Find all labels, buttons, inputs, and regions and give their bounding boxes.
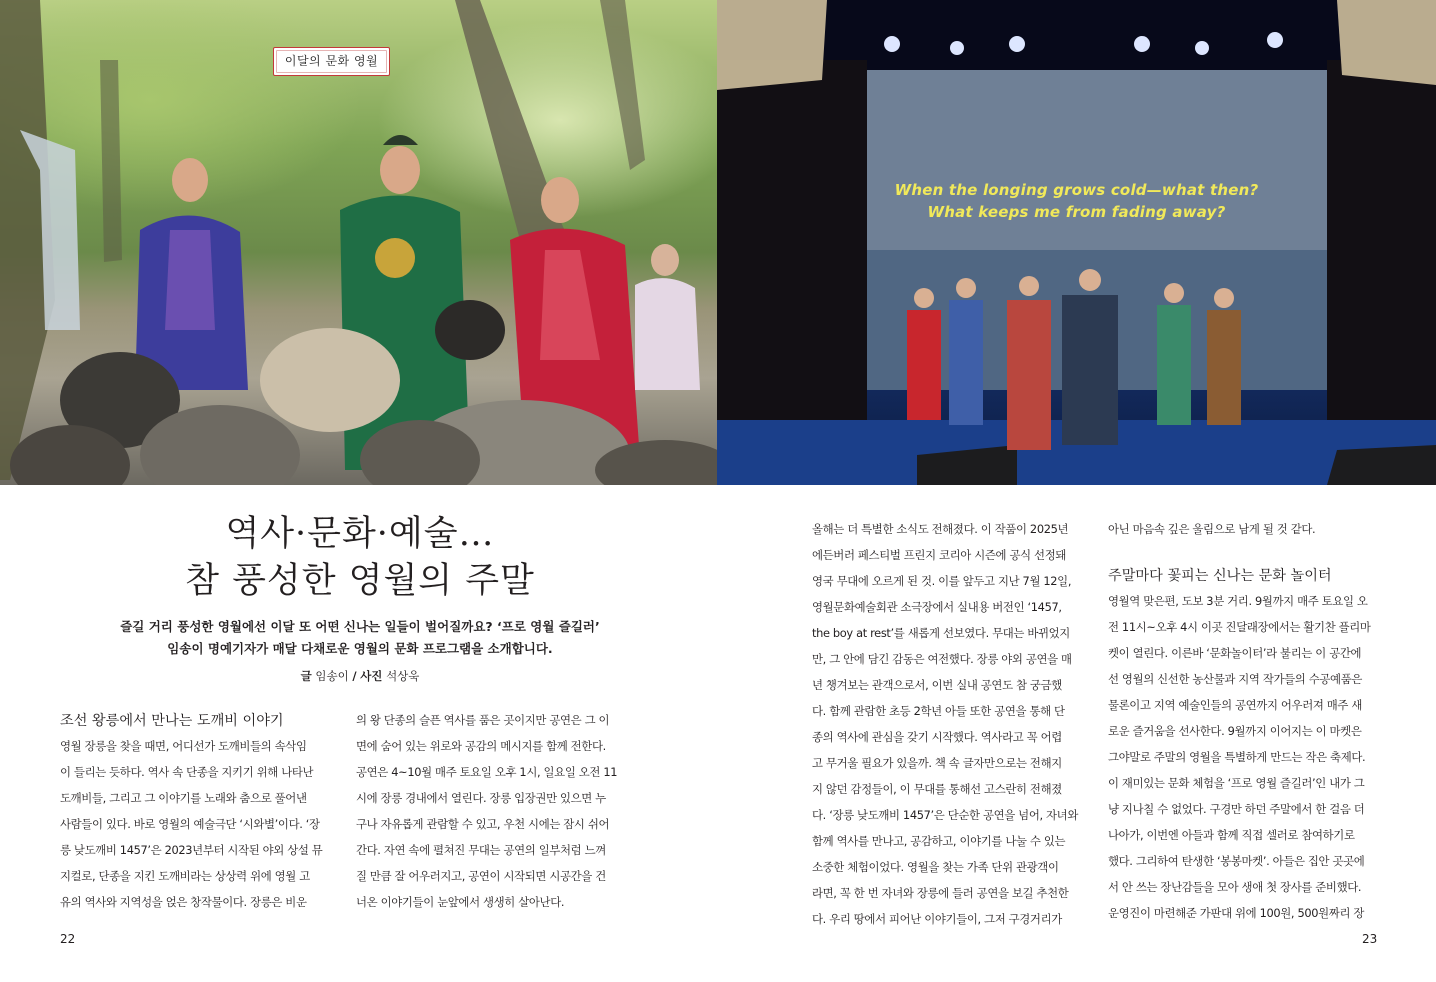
subhead-goblin-story: 조선 왕릉에서 만나는 도깨비 이야기 [60,713,284,729]
text-line: 간다. 자연 속에 펼쳐진 무대는 공연의 일부처럼 느껴 [356,843,606,857]
writer-name: 임송이 [315,669,349,683]
text-line: 했다. 그리하여 탄생한 ‘봉봉마켓’. 아들은 집안 곳곳에 [1108,854,1365,868]
text-line: 사람들이 있다. 바로 영월의 예술극단 ‘시와별’이다. ‘장 [60,817,320,831]
body-column-2 [356,707,646,915]
text-line: 그야말로 주말의 영월을 특별하게 만드는 작은 축제다. [1108,750,1366,764]
text-line: 릉 낮도깨비 1457’은 2023년부터 시작된 야외 상설 뮤 [60,843,323,857]
writer-label: 글 [300,669,312,683]
text-line: 년 챙겨보는 관객으로서, 이번 실내 공연도 참 궁금했 [812,678,1062,692]
stage-subtitle-line-2: What keeps me from fading away? [927,203,1226,221]
text-line: 다. ‘장릉 낮도깨비 1457’은 단순한 공연을 넘어, 자녀와 [812,808,1078,822]
lead-line-2: 임송이 명예기자가 매달 다채로운 영월의 문화 프로그램을 소개합니다. [167,641,553,656]
text-line: 다. 함께 관람한 초등 2학년 아들 또한 공연을 통해 단 [812,704,1065,718]
text-line: 의 왕 단종의 슬픈 역사를 품은 곳이지만 공연은 그 이 [356,713,610,727]
text-line: 구나 자유롭게 관람할 수 있고, 우천 시에는 잠시 쉬어 [356,817,610,831]
text-line: 유의 역사와 지역성을 얹은 창작물이다. 장릉은 비운 [60,895,307,909]
text-line: 영월 장릉을 찾을 때면, 어디선가 도깨비들의 속삭임 [60,739,307,753]
headline-line-2: 참 풍성한 영월의 주말 [185,561,535,601]
section-tag [273,47,390,76]
text-line: 지 않던 감정들이, 이 무대를 통해선 고스란히 전해졌 [812,782,1062,796]
text-line: 선 영월의 신선한 농산물과 지역 작가들의 수공예품은 [1108,672,1362,686]
text-line: 면에 숨어 있는 위로와 공감의 메시지를 함께 전한다. [356,739,606,753]
text-line: 고 무거울 필요가 있을까. 책 속 글자만으로는 전해지 [812,756,1062,770]
text-line: 라면, 꼭 한 번 자녀와 장릉에 들러 공연을 보길 추천한 [812,886,1069,900]
text-line: the boy at rest’를 새롭게 선보였다. 무대는 바뀌었지 [812,626,1070,640]
byline [70,668,650,684]
text-line: 종의 역사에 관심을 갖기 시작했다. 역사라고 꼭 어렵 [812,730,1062,744]
lead-line-1: 즐길 거리 풍성한 영월에선 이달 또 어떤 신나는 일들이 벌어질까요? ‘프로 영월 즐길러’ [120,619,600,634]
text-line: 로운 즐거움을 선사한다. 9월까지 이어지는 이 마켓은 [1108,724,1362,738]
text-line: 지컬로, 단종을 지킨 도깨비라는 상상력 위에 영월 고 [60,869,310,883]
photo-outdoor-performance [0,0,717,485]
text-line: 영월역 맞은편, 도보 3분 거리. 9월까지 매주 토요일 오 [1108,594,1368,608]
headline-line-1: 역사·문화·예술… [225,514,495,554]
text-line: 서 안 쓰는 장난감들을 모아 생애 첫 장사를 준비했다. [1108,880,1362,894]
text-line: 소중한 체험이었다. 영월을 찾는 가족 단위 관광객이 [812,860,1059,874]
text-line: 전 11시~오후 4시 이곳 진달래장에서는 활기찬 플리마 [1108,620,1371,634]
text-line: 이 재미있는 문화 체험을 ‘프로 영월 즐길러’인 내가 그 [1108,776,1365,790]
body-column-3 [812,516,1102,932]
text-line: 질 만큼 잘 어우러지고, 공연이 시작되면 시공간을 건 [356,869,606,883]
text-line: 운영진이 마련해준 가판대 위에 100원, 500원짜리 장 [1108,906,1365,920]
credit-separator: / [352,669,357,683]
stage-subtitle-line-1: When the longing grows cold—what then? [894,181,1259,199]
page-number-right: 23 [1362,932,1378,946]
body-column-4 [1108,588,1398,926]
text-line: 아닌 마음속 깊은 울림으로 남게 될 것 같다. [1108,522,1316,536]
text-line: 물론이고 지역 예술인들의 공연까지 어우러져 매주 새 [1108,698,1362,712]
text-line: 에든버러 페스티벌 프린지 코리아 시즌에 공식 선정돼 [812,548,1066,562]
text-line: 켓이 열린다. 이른바 ‘문화놀이터’라 불리는 이 공간에 [1108,646,1362,660]
text-line: 함께 역사를 만나고, 공감하고, 이야기를 나눌 수 있는 [812,834,1066,848]
text-line: 너온 이야기들이 눈앞에서 생생히 살아난다. [356,895,565,909]
section-tag-label: 이달의 문화 영월 [284,54,379,68]
body-column-1 [60,733,350,915]
text-line: 나아가, 이번엔 아들과 함께 직접 셀러로 참여하기로 [1108,828,1355,842]
text-line: 영월문화예술회관 소극장에서 실내용 버전인 ‘1457, [812,600,1062,614]
text-line: 도깨비들, 그리고 그 이야기를 노래와 춤으로 풀어낸 [60,791,307,805]
text-line: 만, 그 안에 담긴 감동은 여전했다. 장릉 야외 공연을 매 [812,652,1072,666]
text-line: 영국 무대에 오르게 된 것. 이를 앞두고 지난 7월 12일, [812,574,1072,588]
text-line: 공연은 4~10월 매주 토요일 오후 1시, 일요일 오전 11 [356,765,618,779]
text-line: 이 들리는 듯하다. 역사 속 단종을 지키기 위해 나타난 [60,765,314,779]
page-number-left: 22 [60,932,76,946]
text-line: 올해는 더 특별한 소식도 전해졌다. 이 작품이 2025년 [812,522,1069,536]
text-line: 냥 지나칠 수 없었다. 구경만 하던 주말에서 한 걸음 더 [1108,802,1365,816]
body-column-4-top [1108,516,1398,542]
subhead-culture-playground: 주말마다 꽃피는 신나는 문화 놀이터 [1108,568,1332,584]
text-line: 다. 우리 땅에서 피어난 이야기들이, 그저 구경거리가 [812,912,1062,926]
text-line: 시에 장릉 경내에서 열린다. 장릉 입장권만 있으면 누 [356,791,606,805]
photo-indoor-stage [717,0,1436,485]
stage-scene-illustration [717,0,1436,485]
photographer-name: 석상욱 [386,669,420,683]
photo-label: 사진 [360,669,383,683]
